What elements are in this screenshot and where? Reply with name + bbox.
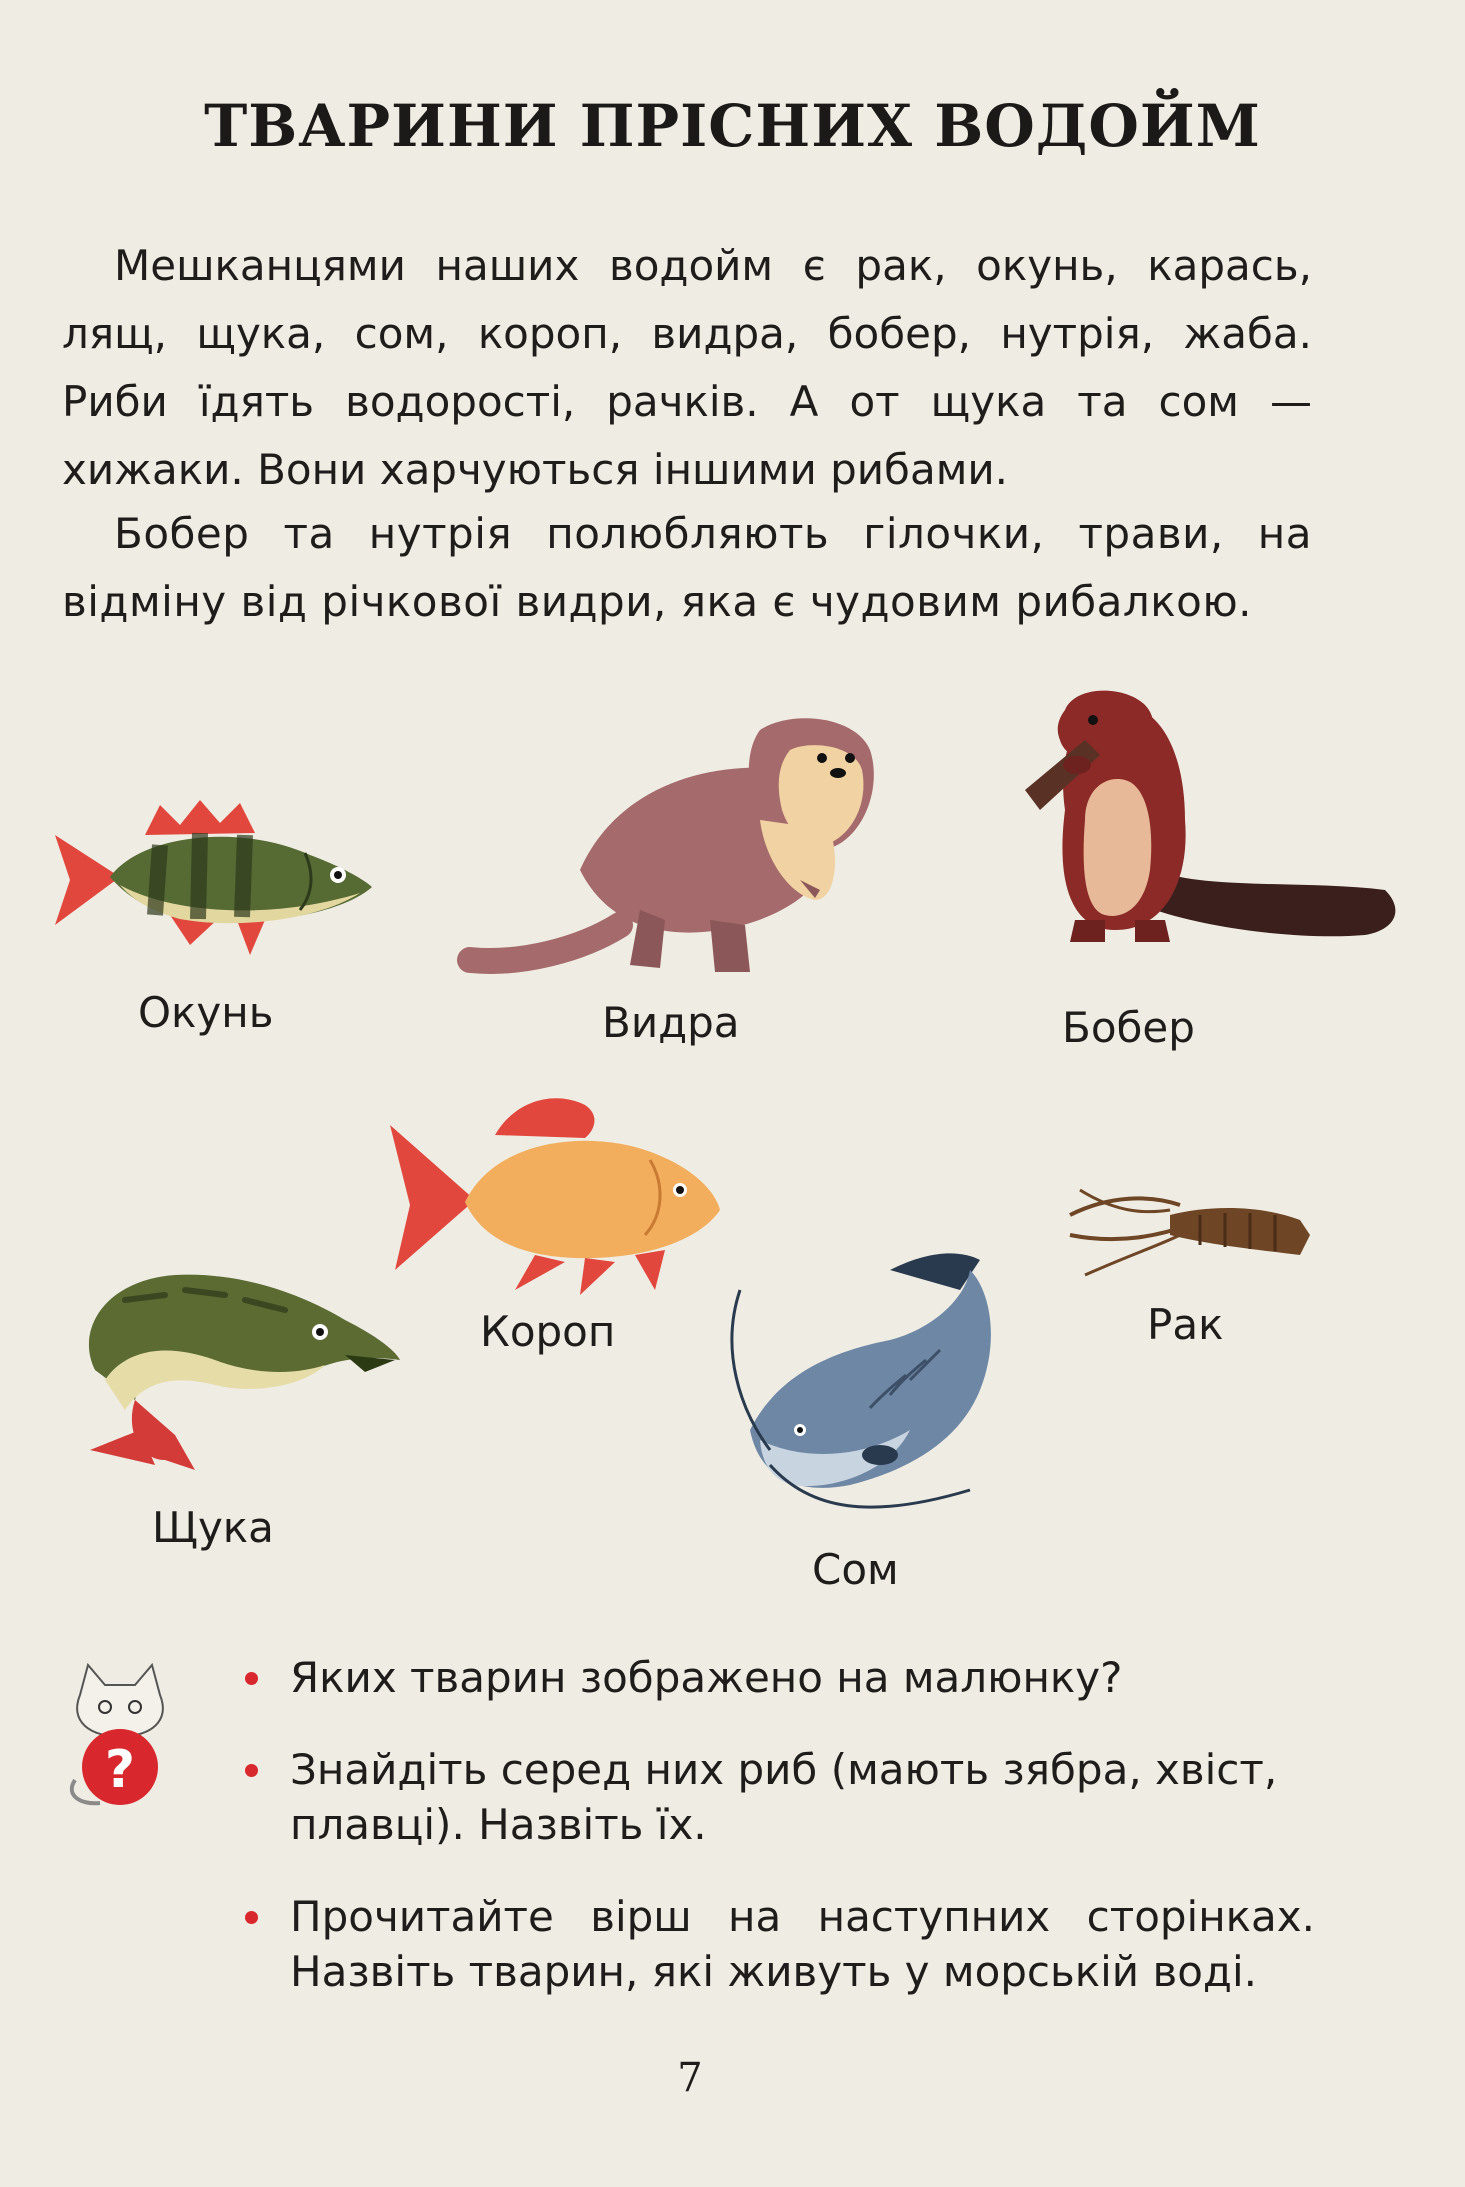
label-carp: Короп bbox=[480, 1307, 616, 1356]
question-item bbox=[245, 1889, 1315, 1999]
bullet-icon bbox=[245, 1764, 258, 1777]
label-crayfish: Рак bbox=[1147, 1300, 1224, 1349]
question-cat-icon bbox=[60, 1655, 180, 1805]
question-item bbox=[245, 1650, 1315, 1705]
intro-paragraph: Мешканцями наших водойм є рак, окунь, карась, лящ, щука, сом, короп, видра, бобер, нутрія, жаба. Риби їдять водорості, рачків. А от щука та сом — хижаки. Вони харчуються іншими рибами. bbox=[62, 241, 1312, 494]
otter-illustration bbox=[460, 710, 890, 990]
pike-illustration bbox=[65, 1260, 405, 1480]
page-title: ТВАРИНИ ПРІСНИХ ВОДОЙМ bbox=[204, 92, 1261, 160]
second-paragraph: Бобер та нутрія полюбляють гілочки, трави, на відміну від річкової видри, яка є чудовим рибалкою. bbox=[62, 509, 1312, 626]
question-text: Яких тварин зображено на малюнку? bbox=[290, 1653, 1123, 1702]
label-otter: Видра bbox=[602, 998, 740, 1047]
beaver-illustration bbox=[985, 680, 1395, 950]
label-pike: Щука bbox=[152, 1503, 274, 1552]
label-perch: Окунь bbox=[138, 988, 274, 1037]
question-item bbox=[245, 1742, 1315, 1852]
page-number: 7 bbox=[677, 2055, 703, 2101]
questions-list bbox=[245, 1650, 1315, 2036]
svg-text:?: ? bbox=[104, 1740, 136, 1800]
label-beaver: Бобер bbox=[1062, 1003, 1195, 1052]
catfish-illustration bbox=[690, 1230, 1030, 1530]
bleed-through-text bbox=[1290, 230, 1465, 1930]
question-text: Знайдіть серед них риб (мають зябра, хвіст, плавці). Назвіть їх. bbox=[290, 1745, 1278, 1849]
carp-illustration bbox=[385, 1090, 725, 1300]
bullet-icon bbox=[245, 1911, 258, 1924]
bullet-icon bbox=[245, 1672, 258, 1685]
perch-illustration bbox=[50, 795, 380, 965]
question-text: Прочитайте вірш на наступних сторінках. Назвіть тварин, які живуть у морській воді. bbox=[290, 1892, 1315, 1996]
crayfish-illustration bbox=[1060, 1175, 1320, 1285]
label-catfish: Сом bbox=[812, 1545, 899, 1594]
